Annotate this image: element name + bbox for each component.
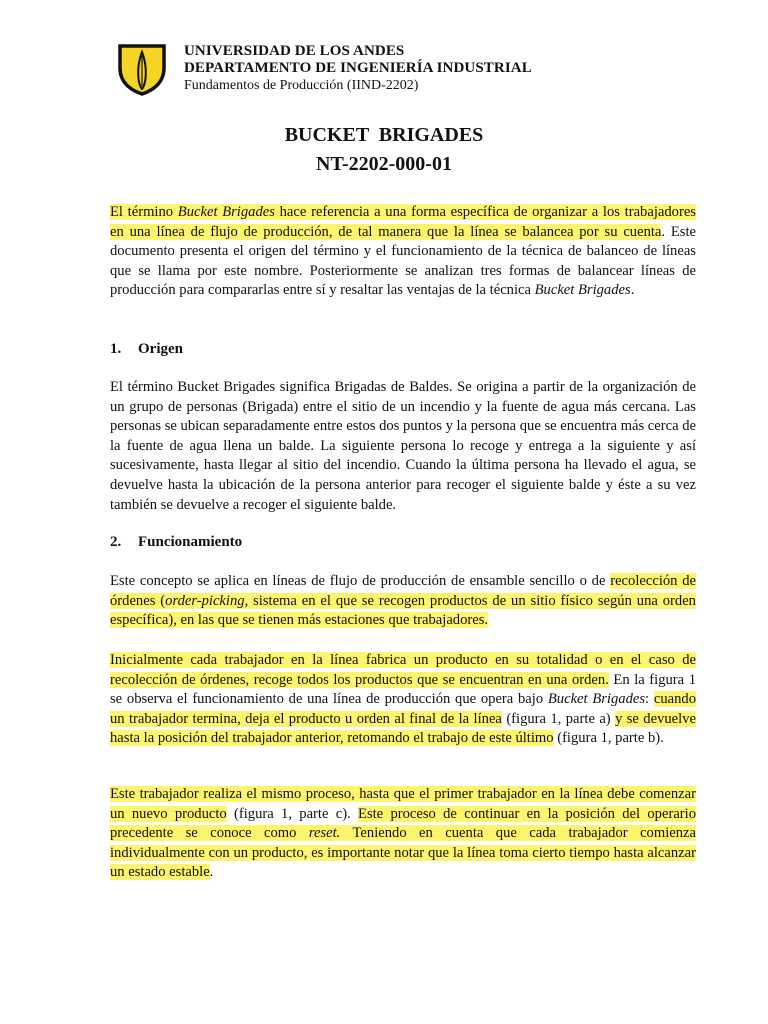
highlight-span: Teniendo en cuenta que cada trabajador comienza individualmente con un producto, es importante notar que la línea toma cierto tiempo hasta alcanzar un estado estable [110, 825, 696, 881]
intro-term-2: Bucket Brigades [534, 282, 631, 299]
intro-text-4: . [630, 282, 635, 299]
text-span: : [645, 691, 654, 708]
document-code: NT-2202-000-01 [316, 153, 452, 175]
text-span: En la figura 1 se observa el funcionamiento de una línea de producción que opera bajo [110, 671, 696, 708]
intro-text-2: hace referencia a una forma específica de organizar a los trabajadores en una línea de flujo de producción, de tal manera que la línea se balancea por su cuenta [110, 204, 696, 240]
highlight-span: Inicialmente cada trabajador en la línea fabrica un producto en su totalidad o en el caso de recolección de órdenes, recoge todos los productos que se encuentran en una orden. [110, 652, 696, 688]
highlight-span: Este trabajador realiza el mismo proceso, hasta que el primer trabajador en la línea debe comenzar un nuevo producto [110, 786, 696, 822]
university-shield-logo [118, 44, 166, 96]
university-name: UNIVERSIDAD DE LOS ANDES [184, 43, 405, 59]
section-number: 2. [110, 534, 122, 550]
highlight-span: cuando un trabajador termina, deja el producto u orden al final de la línea [110, 691, 697, 727]
section-number: 1. [110, 341, 122, 357]
text-span: (figura 1, parte c). [226, 805, 359, 822]
course-name: Fundamentos de Producción (IIND-2202) [184, 78, 419, 93]
funcionamiento-paragraph-2 [110, 651, 696, 749]
highlight-italic-span: reset. [308, 825, 341, 842]
intro-text-1: El término [110, 204, 178, 220]
intro-term: Bucket Brigades [177, 204, 275, 220]
section-heading-origen [110, 341, 183, 358]
section-title: Funcionamiento [138, 534, 243, 550]
department-name: DEPARTAMENTO DE INGENIERÍA INDUSTRIAL [184, 60, 532, 76]
highlight-span: Este proceso de continuar en la posición del operario precedente se conoce como [110, 805, 697, 842]
section-title: Origen [138, 341, 183, 357]
origen-paragraph: El término Bucket Brigades significa Brigadas de Baldes. Se origina a partir de la organización de un grupo de personas (Brigada) entre el sitio de un incendio y la fuente de agua más cercana. Las personas se ubican separadamente entre estos dos puntos y la persona que se encuentra más cerca de la fuente de agua llena un balde. La siguiente persona lo recoge y entrega a la siguiente y así sucesivamente, hasta llegar al sitio del incendio. Cuando la última persona ha llevado el agua, se devuelve hasta la ubicación de la persona anterior para recoger el siguiente balde y éste a su vez también se devuelve a recoger el siguiente balde. [110, 379, 696, 513]
institution-header [184, 43, 532, 94]
section-heading-funcionamiento [110, 534, 242, 551]
funcionamiento-paragraph-1 [110, 572, 696, 631]
text-span: (figura 1, parte a) [501, 710, 616, 727]
highlight-italic-span: order-picking [165, 592, 245, 609]
highlight-span: , sistema en el que se recogen productos de un sitio físico según una orden específica), en las que se tienen más estaciones que trabajadores. [110, 592, 696, 629]
text-span: (figura 1, parte b). [553, 730, 664, 747]
text-span: . [209, 864, 214, 881]
text-span: Este concepto se aplica en líneas de flujo de producción de ensamble sencillo o de [110, 573, 611, 589]
funcionamiento-paragraph-3 [110, 785, 696, 883]
highlight-span: recolección de órdenes ( [110, 573, 697, 609]
highlight-span: y se devuelve hasta la posición del trabajador anterior, retomando el trabajo de este último [110, 710, 696, 747]
intro-paragraph [110, 203, 696, 301]
document-title: BUCKET BRIGADES [284, 124, 484, 146]
italic-term: Bucket Brigades [547, 691, 646, 708]
intro-text-3: . Este documento presenta el origen del término y el funcionamiento de la técnica de balanceo de líneas que se llama por este nombre. Posteriormente se analizan tres formas de balancear líneas de producción para compararlas entre sí y resaltar las ventajas de la técnica [110, 223, 696, 299]
